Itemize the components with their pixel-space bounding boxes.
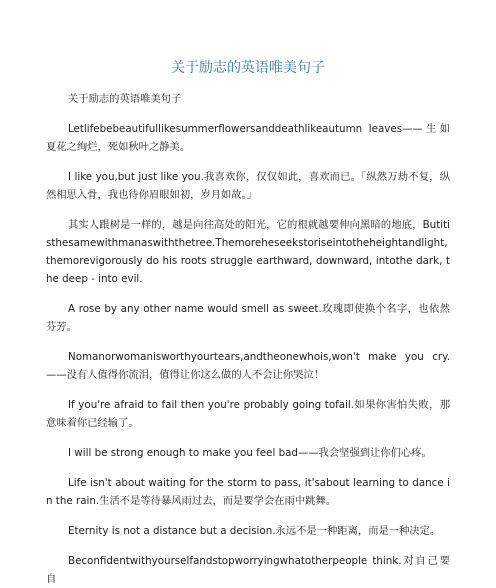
paragraph-quote-2: I like you,but just like you.我喜欢你，仅仅如此，喜欢而已。「纵然万劫不复，纵然相思入骨，我也待你眉眼如初，岁月如故。」	[46, 171, 450, 201]
paragraph-quote-10: Beconfidentwithyourselfandstopworryingwhatotherpeople think.对自己要自	[46, 555, 450, 585]
paragraph-quote-4: A rose by any other name would smell as sweet.玫瑰即使换个名字，也依然芬芳。	[46, 303, 450, 333]
paragraph-quote-6: If you're afraid to fail then you're probably going tofail.如果你害怕失败，那意味着你已经输了。	[46, 399, 450, 429]
paragraph-subtitle: 关于励志的英语唯美句子	[68, 93, 182, 105]
paragraph-quote-3: 其实人跟树是一样的，越是向往高处的阳光，它的根就越要伸向黑暗的地底，Butitisthesamewithmanaswiththetree.Themoreheseekstoriseintotheheightandlight,themorevigorously do his roots struggle earthward, downward, intothe dark, the deep - into evil.	[46, 219, 450, 285]
document-title: 关于励志的英语唯美句子	[171, 60, 325, 76]
paragraph-quote-5: Nomanorwomanisworthyourtears,andtheonewhois,won't make you cry.——没有人值得你流泪，值得让你这么做的人不会让你哭泣！	[46, 351, 450, 381]
paragraph-quote-8: Life isn't about waiting for the storm to pass, it'sabout learning to dance in the rain.生活不是等待暴风雨过去，而是要学会在雨中跳舞。	[46, 477, 450, 507]
paragraph-quote-7: I will be strong enough to make you feel bad——我会坚强到让你们心疼。	[68, 447, 432, 459]
paragraph-quote-9: Eternity is not a distance but a decision.永远不是一种距离，而是一种决定。	[68, 525, 441, 537]
paragraph-quote-1: Letlifebebeautifullikesummerflowersanddeathlikeautumn leaves——生如夏花之绚烂，死如秋叶之静美。	[46, 123, 450, 153]
